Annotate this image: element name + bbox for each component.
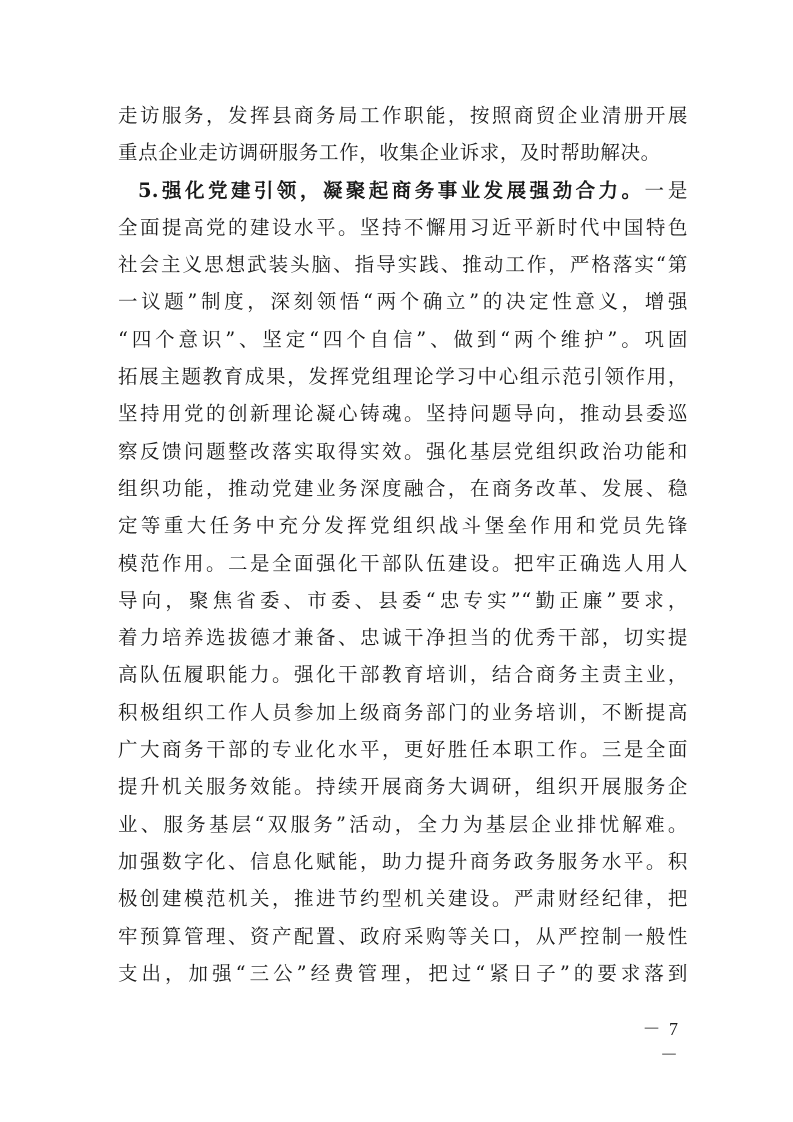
text-line: 坚持用党的创新理论凝心铸魂。坚持问题导向，推动县委巡 (118, 402, 688, 426)
text-line: 加强数字化、信息化赋能，助力提升商务政务服务水平。积 (118, 849, 688, 873)
text-line: 定等重大任务中充分发挥党组织战斗堡垒作用和党员先锋 (118, 514, 688, 538)
text-line: 一议题”制度，深刻领悟“两个确立”的决定性意义，增强 (118, 290, 688, 314)
text-line: 组织功能，推动党建业务深度融合，在商务改革、发展、稳 (118, 476, 688, 500)
text-line: 社会主义思想武装头脑、指导实践、推动工作，严格落实“第 (118, 253, 688, 277)
text-line: 牢预算管理、资产配置、政府采购等关口，从严控制一般性 (118, 924, 688, 948)
text-line: 业、服务基层“双服务”活动，全力为基层企业排忧解难。 (118, 812, 688, 836)
text-line: 全面提高党的建设水平。坚持不懈用习近平新时代中国特色 (118, 215, 688, 239)
text-line: 走访服务，发挥县商务局工作职能，按照商贸企业清册开展 (118, 104, 688, 127)
text-line: 极创建模范机关，推进节约型机关建设。严肃财经纪律，把 (118, 887, 688, 911)
text-line: 拓展主题教育成果，发挥党组理论学习中心组示范引领作用， (118, 365, 688, 389)
text-line: 积极组织工作人员参加上级商务部门的业务培训，不断提高 (118, 700, 688, 724)
section-heading-line (118, 172, 688, 209)
text-line: 模范作用。二是全面强化干部队伍建设。把牢正确选人用人 (118, 551, 688, 575)
text-line: “四个意识”、坚定“四个自信”、做到“两个维护”。巩固 (118, 327, 688, 351)
text-line: 提升机关服务效能。持续开展商务大调研，组织开展服务企 (118, 775, 688, 799)
text-line: 广大商务干部的专业化水平，更好胜任本职工作。三是全面 (118, 738, 688, 762)
page-number: － 7 － (642, 1019, 680, 1065)
document-body (118, 97, 688, 992)
text-line: 高队伍履职能力。强化干部教育培训，结合商务主责主业， (118, 663, 688, 687)
section-heading: 5.强化党建引领，凝聚起商务事业发展强劲合力。 (138, 178, 645, 202)
text-line: 察反馈问题整改落实取得实效。强化基层党组织政治功能和 (118, 439, 688, 463)
text-line: 支出，加强“三公”经费管理，把过“紧日子”的要求落到 (118, 961, 688, 985)
text-line: 导向，聚焦省委、市委、县委“忠专实”“勤正廉”要求， (118, 588, 688, 612)
text-span: 一是 (644, 178, 688, 202)
text-line: 重点企业走访调研服务工作，收集企业诉求，及时帮助解决。 (118, 141, 661, 165)
text-line: 着力培养选拔德才兼备、忠诚干净担当的优秀干部，切实提 (118, 626, 688, 650)
